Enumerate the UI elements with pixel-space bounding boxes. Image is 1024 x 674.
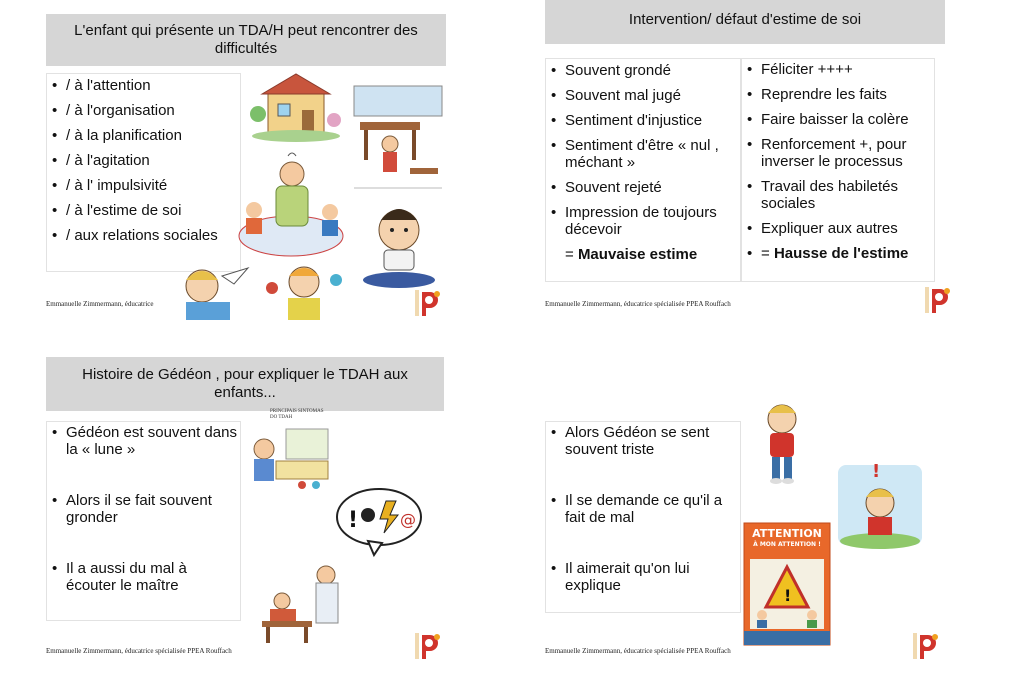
- list-item: • Gédéon est souvent dans la « lune »: [47, 424, 240, 458]
- list-item: • / à l' impulsivité: [47, 177, 240, 194]
- sad-boy-standing-illustration: [752, 401, 812, 485]
- list-item: • Il a aussi du mal à écouter le maître: [47, 560, 240, 594]
- svg-text:!: !: [348, 508, 359, 533]
- list-item: • / à l'organisation: [47, 102, 240, 119]
- classroom-illustration: [350, 80, 446, 192]
- slide-2-left-box: [545, 58, 741, 282]
- thinking-boy-illustration: [834, 457, 926, 553]
- slide-2-footer: Emmanuelle Zimmermann, éducatrice spécialisée PPEA Rouffach: [545, 300, 731, 308]
- ppea-logo-icon: [412, 288, 442, 318]
- tdah-symptoms-caption: PRINCIPAIS SINTOMAS DO TDAH: [270, 409, 324, 420]
- angry-speech-bubble-icon: [334, 487, 424, 557]
- slide-2-title: Intervention/ défaut d'estime de soi: [545, 0, 945, 44]
- slide-4-list-box: [545, 421, 741, 613]
- list-item: • / à la planification: [47, 127, 240, 144]
- slide-1-list-box: [46, 73, 241, 272]
- list-item: • Souvent mal jugé: [546, 87, 740, 104]
- list-item: • Alors Gédéon se sent souvent triste: [546, 424, 740, 458]
- house-illustration: [246, 70, 346, 142]
- slide-3-list: [47, 424, 240, 594]
- result-prefix: =: [565, 246, 578, 263]
- list-item: • Travail des habiletés sociales: [742, 178, 934, 212]
- svg-text:!: !: [784, 586, 792, 605]
- list-item: • Féliciter ++++: [742, 61, 934, 78]
- book-title: ATTENTION: [752, 527, 822, 540]
- list-item: • Expliquer aux autres: [742, 220, 934, 237]
- slide-2: [512, 0, 1024, 337]
- list-item: • / à l'attention: [47, 77, 240, 94]
- slide-4-footer: Emmanuelle Zimmermann, éducatrice spécialisée PPEA Rouffach: [545, 647, 731, 655]
- list-item: • Alors il se fait souvent gronder: [47, 492, 240, 526]
- slide-1-title: L'enfant qui présente un TDA/H peut rencontrer des difficultés: [46, 14, 446, 66]
- list-item: • / à l'estime de soi: [47, 202, 240, 219]
- list-item: • Sentiment d'injustice: [546, 112, 740, 129]
- book-subtitle: À MON ATTENTION !: [753, 541, 821, 548]
- agitated-adult-illustration: [232, 150, 350, 262]
- kid-with-plane-illustration: [172, 262, 252, 322]
- list-item: • Souvent grondé: [546, 62, 740, 79]
- list-item: • Il se demande ce qu'il a fait de mal: [546, 492, 740, 526]
- slide-2-right-list: [742, 61, 934, 262]
- slide-1-list: [47, 77, 240, 244]
- list-item: • / à l'agitation: [47, 152, 240, 169]
- slide-4-list: [546, 424, 740, 594]
- result-prefix: =: [761, 245, 774, 262]
- distracted-kid-illustration: [246, 425, 332, 491]
- ppea-logo-icon: [910, 631, 940, 661]
- list-item: • Faire baisser la colère: [742, 111, 934, 128]
- list-item: • Il aimerait qu'on lui explique: [546, 560, 740, 594]
- slide-3: [0, 337, 512, 674]
- slide-3-list-box: [46, 421, 241, 621]
- list-item: • Renforcement +, pour inverser le processus: [742, 136, 934, 170]
- svg-text:!: !: [872, 461, 881, 482]
- slide-2-right-box: [741, 58, 935, 282]
- slide-1: [0, 0, 512, 337]
- ppea-logo-icon: [922, 285, 952, 315]
- result-line: [546, 246, 740, 263]
- sad-boy-illustration: [356, 200, 442, 290]
- slide-3-footer: Emmanuelle Zimmermann, éducatrice spécialisée PPEA Rouffach: [46, 647, 232, 655]
- svg-text:@: @: [400, 510, 416, 529]
- result-bold: Mauvaise estime: [577, 246, 698, 263]
- list-item: • Souvent rejeté: [546, 179, 740, 196]
- list-item: • Reprendre les faits: [742, 86, 934, 103]
- list-item: [742, 245, 934, 262]
- slide-3-title: Histoire de Gédéon , pour expliquer le TDAH aux enfants...: [46, 357, 444, 411]
- result-bold: Hausse de l'estime: [773, 245, 909, 262]
- slide-1-footer: Emmanuelle Zimmermann, éducatrice: [46, 300, 154, 308]
- list-item: • Sentiment d'être « nul , méchant »: [546, 137, 740, 171]
- slide-2-left-list: [546, 62, 740, 263]
- busy-kid-illustration: [260, 258, 346, 322]
- teacher-and-student-illustration: [256, 563, 360, 647]
- list-item: • / aux relations sociales: [47, 227, 240, 244]
- list-item: • Impression de toujours décevoir: [546, 204, 740, 238]
- slide-4: [512, 337, 1024, 674]
- ppea-logo-icon: [412, 631, 442, 661]
